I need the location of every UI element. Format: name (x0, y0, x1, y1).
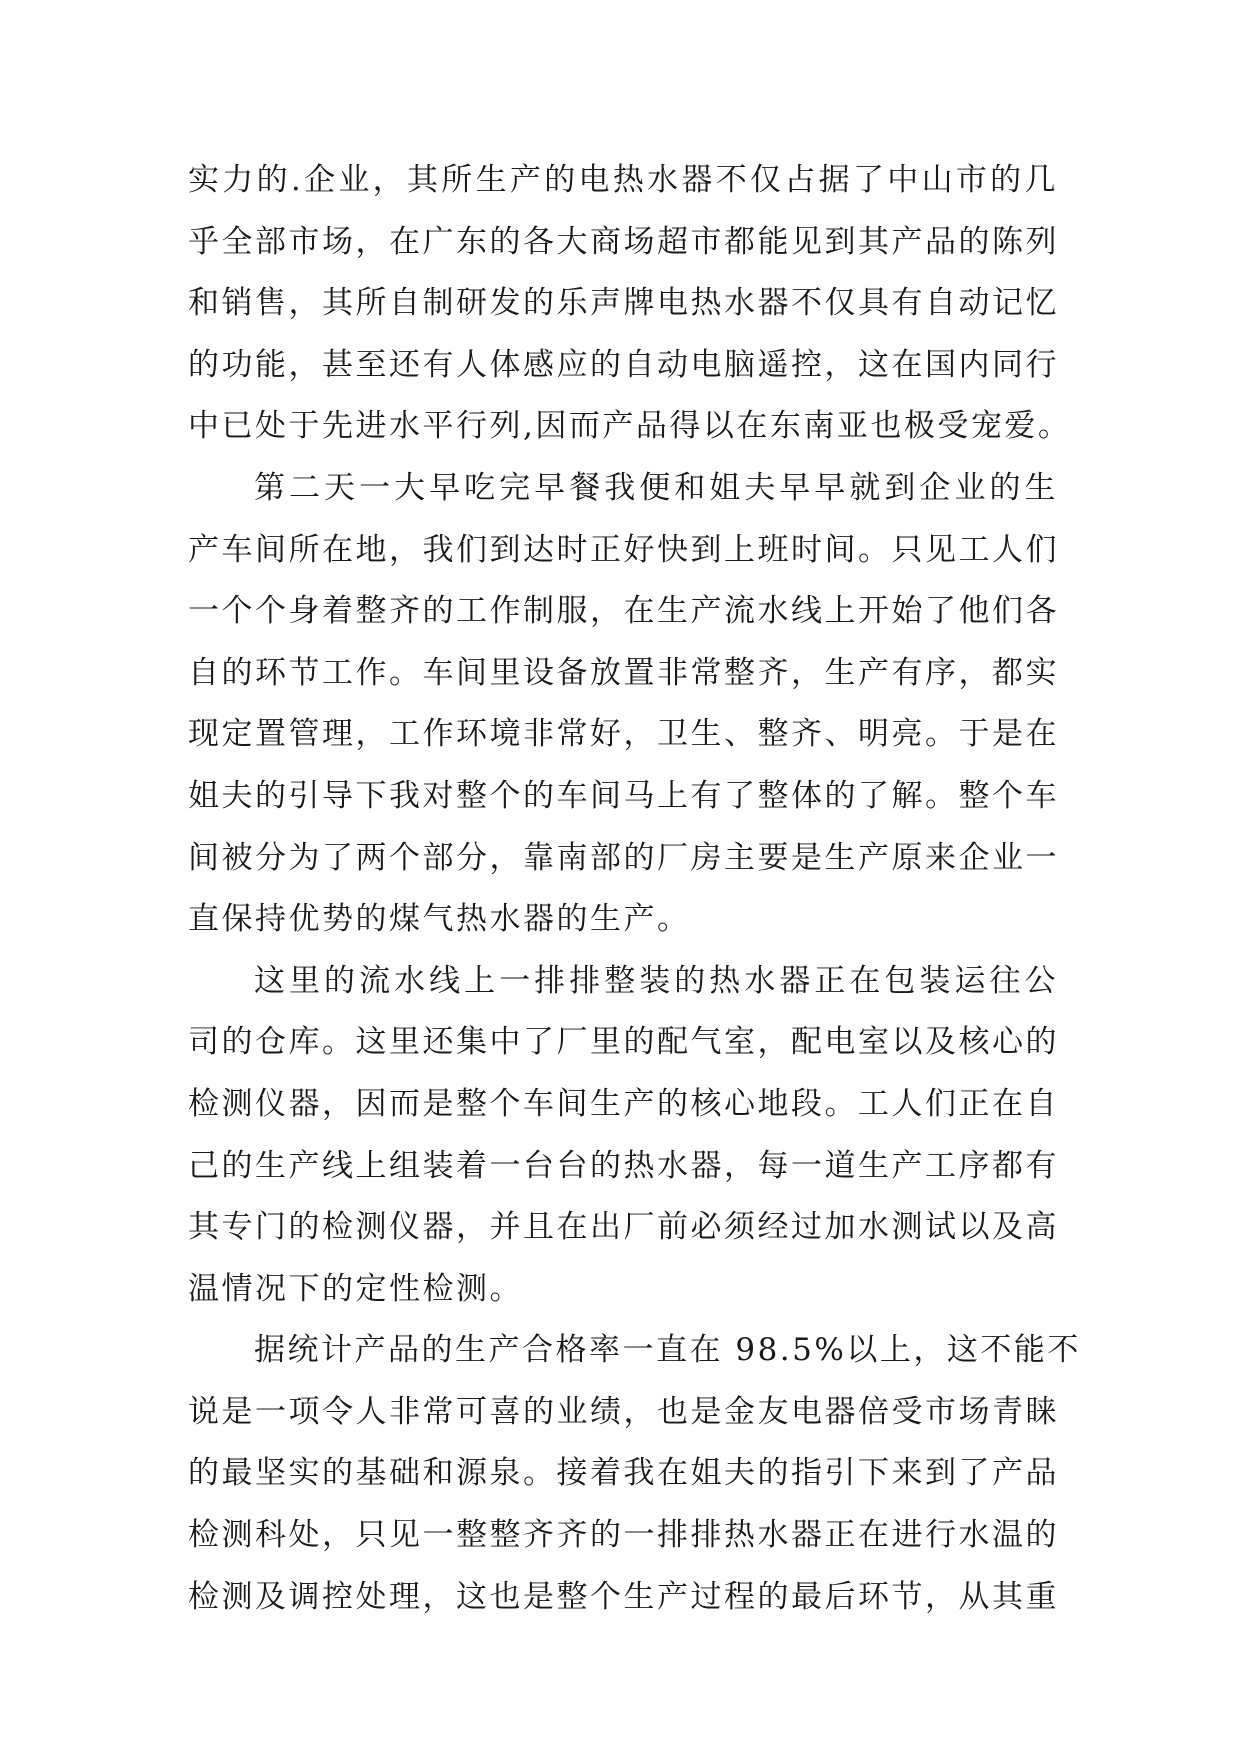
paragraph-4 (188, 1320, 1081, 1628)
text-line: 其专门的检测仪器，并且在出厂前必须经过加水测试以及高 (188, 1209, 1059, 1246)
paragraph-1 (188, 150, 1072, 458)
text-line: 的最坚实的基础和源泉。接着我在姐夫的指引下来到了产品 (188, 1455, 1059, 1492)
text-line: 自的环节工作。车间里设备放置非常整齐，生产有序，都实 (188, 654, 1059, 691)
text-line: 中已处于先进水平行列,因而产品得以在东南亚也极受宠爱。 (188, 408, 1072, 445)
text-line: 第二天一大早吃完早餐我便和姐夫早早就到企业的生 (254, 469, 1058, 506)
text-line: 的功能，甚至还有人体感应的自动电脑遥控，这在国内同行 (188, 346, 1059, 383)
paragraph-3 (188, 951, 1058, 1321)
text-line: 检测科处，只见一整整齐齐的一排排热水器正在进行水温的 (188, 1517, 1059, 1554)
text-line: 和销售，其所自制研发的乐声牌电热水器不仅具有自动记忆 (188, 285, 1059, 322)
text-line: 产车间所在地，我们到达时正好快到上班时间。只见工人们 (188, 531, 1059, 568)
text-line: 这里的流水线上一排排整装的热水器正在包装运往公 (254, 962, 1058, 999)
text-line: 现定置管理，工作环境非常好，卫生、整齐、明亮。于是在 (188, 716, 1059, 753)
document-body (188, 150, 1081, 1628)
text-line: 一个个身着整齐的工作制服，在生产流水线上开始了他们各 (188, 593, 1059, 630)
text-line: 实力的.企业，其所生产的电热水器不仅占据了中山市的几 (188, 162, 1058, 198)
text-line: 己的生产线上组装着一台台的热水器，每一道生产工序都有 (188, 1147, 1059, 1184)
text-line: 检测及调控处理，这也是整个生产过程的最后环节，从其重 (188, 1578, 1059, 1615)
text-line: 说是一项令人非常可喜的业绩，也是金友电器倍受市场青睐 (188, 1393, 1059, 1430)
paragraph-2 (188, 458, 1058, 951)
text-line: 直保持优势的煤气热水器的生产。 (188, 901, 691, 938)
text-line: 司的仓库。这里还集中了厂里的配气室，配电室以及核心的 (188, 1024, 1059, 1061)
text-line: 据统计产品的生产合格率一直在 98.5%以上，这不能不 (254, 1332, 1081, 1369)
text-line: 检测仪器，因而是整个车间生产的核心地段。工人们正在自 (188, 1085, 1059, 1122)
text-line: 姐夫的引导下我对整个的车间马上有了整体的了解。整个车 (188, 777, 1059, 814)
text-line: 温情况下的定性检测。 (188, 1270, 523, 1307)
text-line: 乎全部市场，在广东的各大商场超市都能见到其产品的陈列 (188, 223, 1059, 260)
text-line: 间被分为了两个部分，靠南部的厂房主要是生产原来企业一 (188, 839, 1059, 876)
